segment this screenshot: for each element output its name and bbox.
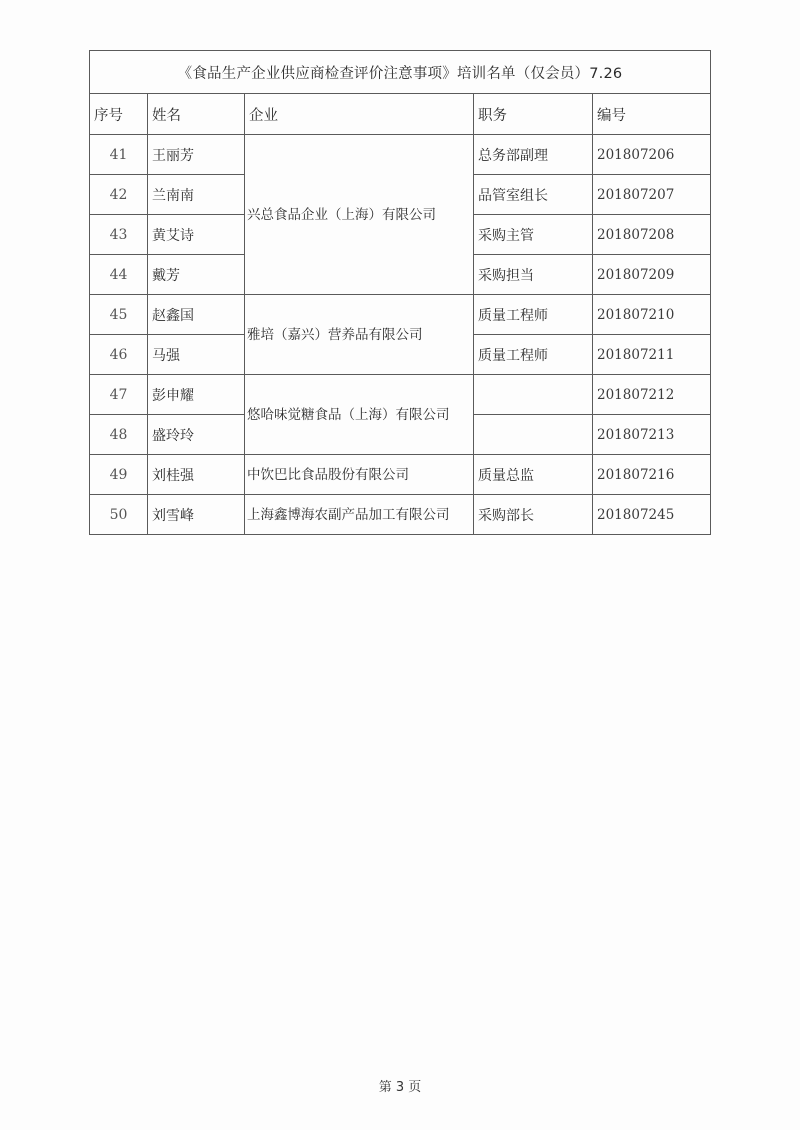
row-seq: 47: [90, 375, 148, 415]
row-role: 采购担当: [474, 255, 593, 295]
row-seq: 44: [90, 255, 148, 295]
row-seq: 41: [90, 135, 148, 175]
row-name: 盛玲玲: [148, 415, 245, 455]
row-seq: 46: [90, 335, 148, 375]
row-code: 201807207: [593, 175, 711, 215]
row-company: 雅培（嘉兴）营养品有限公司: [245, 295, 474, 375]
row-role: 品管室组长: [474, 175, 593, 215]
training-roster-table: [89, 50, 711, 535]
table-title: 《食品生产企业供应商检查评价注意事项》培训名单（仅会员）7.26: [90, 51, 711, 94]
row-seq: 45: [90, 295, 148, 335]
header-company: 企业: [245, 94, 474, 135]
row-name: 彭申耀: [148, 375, 245, 415]
row-name: 兰南南: [148, 175, 245, 215]
header-code: 编号: [593, 94, 711, 135]
row-code: 201807212: [593, 375, 711, 415]
row-code: 201807211: [593, 335, 711, 375]
row-name: 马强: [148, 335, 245, 375]
row-role: 质量工程师: [474, 335, 593, 375]
table-row: [90, 495, 711, 535]
page-number: 第 3 页: [378, 1080, 422, 1095]
row-name: 王丽芳: [148, 135, 245, 175]
row-company: 中饮巴比食品股份有限公司: [245, 455, 474, 495]
table-row: [90, 295, 711, 335]
table-row: [90, 455, 711, 495]
row-company: 兴总食品企业（上海）有限公司: [245, 135, 474, 295]
row-name: 戴芳: [148, 255, 245, 295]
row-code: 201807208: [593, 215, 711, 255]
row-role: 采购主管: [474, 215, 593, 255]
header-name: 姓名: [148, 94, 245, 135]
table-row: [90, 375, 711, 415]
row-name: 刘雪峰: [148, 495, 245, 535]
header-seq: 序号: [90, 94, 148, 135]
header-role: 职务: [474, 94, 593, 135]
row-name: 黄艾诗: [148, 215, 245, 255]
row-code: 201807245: [593, 495, 711, 535]
row-seq: 42: [90, 175, 148, 215]
row-name: 刘桂强: [148, 455, 245, 495]
row-company: 上海鑫博海农副产品加工有限公司: [245, 495, 474, 535]
row-seq: 48: [90, 415, 148, 455]
table-row: [90, 135, 711, 175]
row-role: [474, 375, 593, 415]
row-seq: 43: [90, 215, 148, 255]
row-role: 质量总监: [474, 455, 593, 495]
row-code: 201807209: [593, 255, 711, 295]
row-code: 201807213: [593, 415, 711, 455]
table-header-row: [90, 94, 711, 135]
row-code: 201807210: [593, 295, 711, 335]
row-seq: 49: [90, 455, 148, 495]
row-role: 总务部副理: [474, 135, 593, 175]
row-role: 质量工程师: [474, 295, 593, 335]
table-title-row: [90, 51, 711, 94]
row-role: [474, 415, 593, 455]
row-name: 赵鑫国: [148, 295, 245, 335]
row-role: 采购部长: [474, 495, 593, 535]
row-code: 201807216: [593, 455, 711, 495]
row-company: 悠哈味觉糖食品（上海）有限公司: [245, 375, 474, 455]
row-seq: 50: [90, 495, 148, 535]
row-code: 201807206: [593, 135, 711, 175]
